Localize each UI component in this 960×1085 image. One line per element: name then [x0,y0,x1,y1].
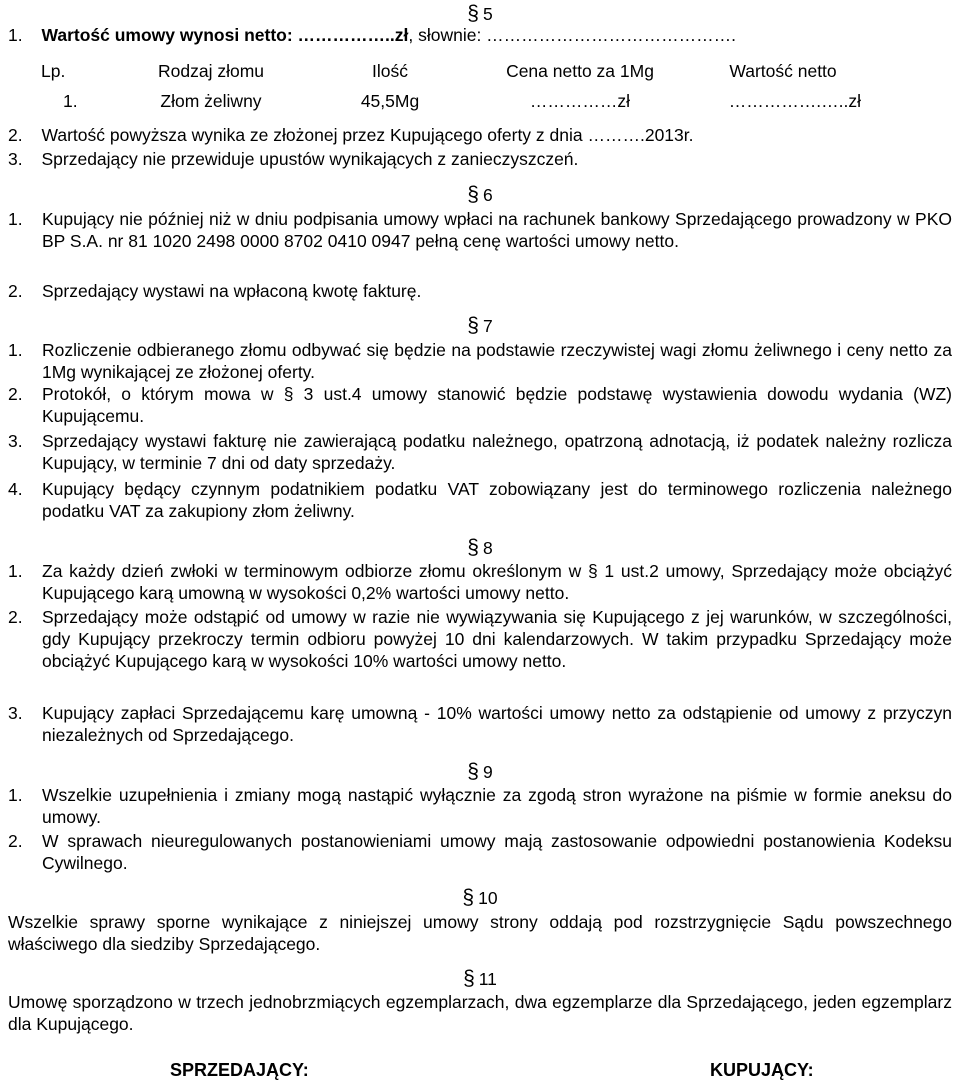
section-number: 10 [478,888,498,908]
point-number: 3. [8,149,23,169]
cell-quantity: 45,5Mg [360,90,420,111]
section-5-point-1 [8,24,736,46]
point-number: 1. [8,25,23,45]
cell-price: ……………zł [529,90,631,111]
point-text: Wartość powyższa wynika ze złożonej przez Kupującego oferty z dnia ……….2013r. [41,125,694,145]
section-7-item-3 [8,430,952,474]
section-11-text: Umowę sporządzono w trzech jednobrzmiących egzemplarzach, dwa egzemplarze dla Sprzedającego, jeden egzemplarz dla Kupującego. [8,992,952,1034]
section-8-item-3 [8,702,952,746]
paragraph-symbol: § [467,760,479,783]
cell-type: Złom żeliwny [160,90,262,111]
header-value: Wartość netto [729,60,837,81]
point-number: 2. [8,607,23,627]
section-11-heading [0,967,960,991]
section-8-item-1 [8,560,952,604]
point-number: 2. [8,384,23,404]
section-7-item-2 [8,383,952,427]
point-number: 2. [8,281,23,301]
contract-value-text: Wartość umowy wynosi netto: ……………..zł [41,25,409,45]
paragraph-symbol: § [462,886,475,909]
point-number: 1. [8,785,23,805]
section-5-point-3 [8,148,578,170]
section-7-item-4 [8,478,952,522]
point-text: Kupujący będący czynnym podatnikiem podatku VAT zobowiązany jest do terminowego rozliczenia należnego podatku VAT za zakupiony złom żeliwny. [42,479,952,521]
section-8-item-2 [8,606,952,672]
point-number: 3. [8,431,23,451]
section-7-heading [0,314,960,338]
header-lp: Lp. [41,60,66,81]
paragraph-symbol: § [467,314,479,337]
scrap-table [41,56,891,116]
section-number: 7 [482,316,493,336]
point-text: Rozliczenie odbieranego złomu odbywać się będzie na podstawie rzeczywistej wagi złomu żeliwnego i ceny netto za 1Mg wynikającej ze złożonej oferty. [42,340,952,382]
header-price: Cena netto za 1Mg [506,60,654,81]
point-text: Za każdy dzień zwłoki w terminowym odbiorze złomu określonym w § 1 ust.2 umowy, Sprzedający może obciążyć Kupującego karą umowną w wysokości 0,2% wartości umowy netto. [42,561,952,603]
section-number: 11 [478,969,497,989]
paragraph-symbol: § [467,183,479,206]
point-number: 2. [8,125,23,145]
section-6-heading [0,183,960,207]
point-text: Wszelkie uzupełnienia i zmiany mogą nastąpić wyłącznie za zgodą stron wyrażone na piśmie w formie aneksu do umowy. [42,785,952,827]
cell-lp: 1. [63,90,78,111]
section-9-item-2 [8,830,952,874]
section-9-item-1 [8,784,952,828]
paragraph-symbol: § [467,536,479,559]
point-number: 1. [8,561,23,581]
paragraph-symbol: § [467,2,479,25]
header-quantity: Ilość [372,60,408,81]
point-text: Sprzedający wystawi fakturę nie zawierającą podatku należnego, opatrzoną adnotacją, iż podatek należny rozlicza Kupujący, w terminie 7 dni od daty sprzedaży. [42,431,952,473]
section-8-heading [0,536,960,560]
section-number: 9 [482,762,493,782]
section-10-heading [0,886,960,910]
seller-signature-label: SPRZEDAJĄCY: [170,1060,309,1080]
point-number: 1. [8,209,23,229]
section-9-heading [0,760,960,784]
point-number: 3. [8,703,23,723]
table-header-row [41,56,891,86]
section-5-heading [0,2,960,26]
cell-value: …………….…..zł [728,90,861,111]
point-text: Sprzedający może odstąpić od umowy w razie nie wywiązywania się Kupującego z jej warunków, w szczególności, gdy Kupujący przekroczy termin odbioru powyżej 10 dni kalendarzowych. W takim przypadku Sprzedający może obciążyć Kupującego karą w wysokości 10% wartości umowy netto. [42,607,952,671]
section-6-item-2 [8,280,952,302]
section-number: 5 [482,4,493,24]
table-row [41,86,891,116]
point-text: Protokół, o którym mowa w § 3 ust.4 umowy stanowić będzie podstawę wystawienia dowodu wydania (WZ) Kupującemu. [42,384,952,426]
buyer-signature-label: KUPUJĄCY: [710,1060,814,1080]
section-7-item-1 [8,339,952,383]
section-number: 6 [482,185,493,205]
paragraph-symbol: § [463,967,475,990]
contract-value-words: , słownie: ……………………………………. [408,25,737,45]
point-number: 1. [8,340,23,360]
point-number: 4. [8,479,23,499]
header-type: Rodzaj złomu [157,60,265,81]
section-number: 8 [482,538,493,558]
point-number: 2. [8,831,23,851]
point-text: Kupujący zapłaci Sprzedającemu karę umowną - 10% wartości umowy netto za odstąpienie od umowy z przyczyn niezależnych od Sprzedającego. [42,703,952,745]
section-6-item-1 [8,208,952,252]
point-text: W sprawach nieuregulowanych postanowieniami umowy mają zastosowanie odpowiedni postanowienia Kodeksu Cywilnego. [42,831,952,873]
section-5-point-2 [8,124,694,146]
point-text: Sprzedający wystawi na wpłaconą kwotę fakturę. [42,281,422,301]
point-text: Kupujący nie później niż w dniu podpisania umowy wpłaci na rachunek bankowy Sprzedającego prowadzony w PKO BP S.A. nr 81 1020 2498 0000 8702 0410 0947 pełną cenę wartości umowy netto. [42,209,952,251]
point-text: Sprzedający nie przewiduje upustów wynikających z zanieczyszczeń. [41,149,579,169]
section-10-text: Wszelkie sprawy sporne wynikające z niniejszej umowy strony oddają pod rozstrzygnięcie Sądu powszechnego właściwego dla siedziby Sprzedającego. [8,912,952,954]
